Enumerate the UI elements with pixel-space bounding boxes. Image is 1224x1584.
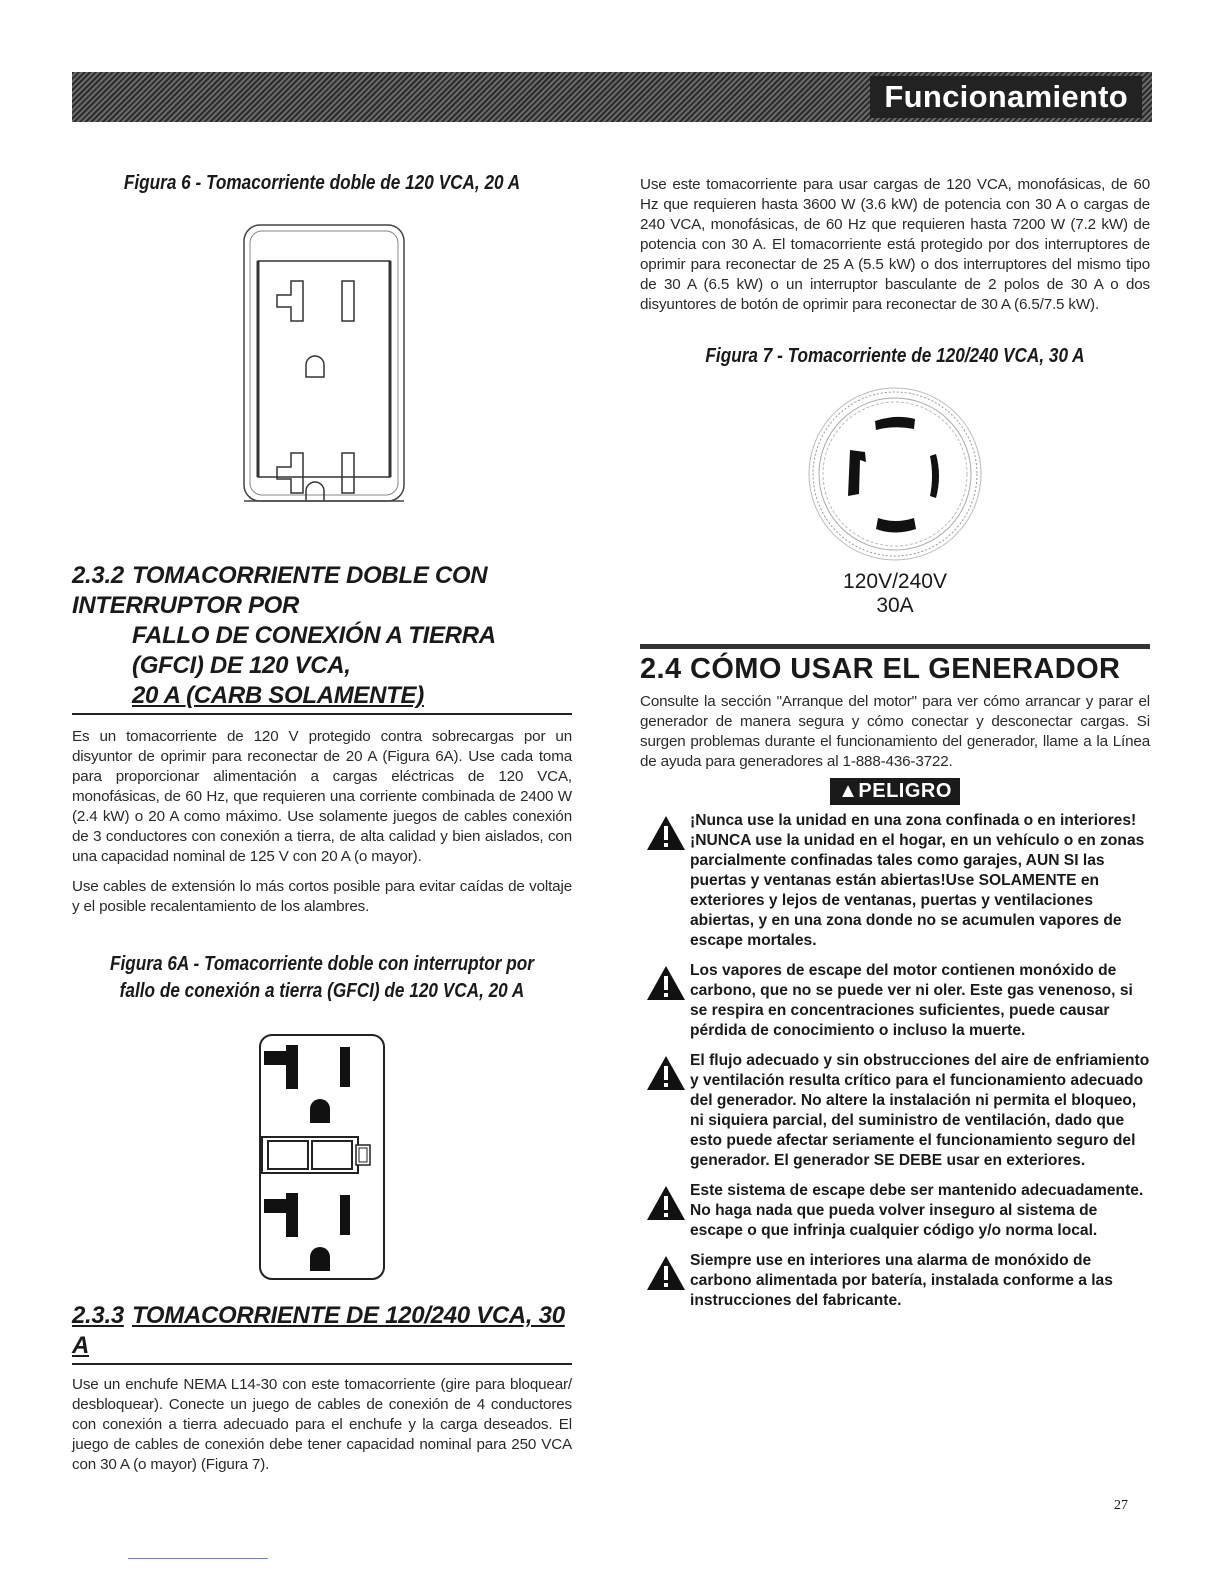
figure-6a-caption-line-1: Figura 6A - Tomacorriente doble con interruptor por bbox=[110, 953, 534, 975]
warning-item bbox=[640, 1051, 1150, 1171]
heading-line-1: TOMACORRIENTE DOBLE CON INTERRUPTOR POR bbox=[72, 562, 488, 619]
left-column bbox=[72, 170, 572, 1475]
figure-6a-caption-line-2: fallo de conexión a tierra (GFCI) de 120 VCA, 20 A bbox=[119, 980, 525, 1002]
figure-6a-gfci-outlet bbox=[72, 1031, 572, 1287]
footer-rule bbox=[128, 1558, 268, 1559]
page-number: 27 bbox=[1114, 1498, 1128, 1513]
section-2-3-2-para-2: Use cables de extensión lo más cortos posible para evitar caídas de voltaje y el posible recalentamiento de los alambres. bbox=[72, 878, 572, 915]
section-2-3-3 bbox=[72, 1301, 572, 1475]
voltage-label: 120V/240V bbox=[843, 570, 947, 593]
figure-6-duplex-outlet bbox=[72, 217, 572, 517]
danger-signal bbox=[640, 778, 1150, 805]
section-2-4-heading: 2.4 CÓMO USAR EL GENERADOR bbox=[640, 644, 1150, 686]
section-2-3-3-para: Use un enchufe NEMA L14-30 con este tomacorriente (gire para bloquear/ desbloquear). Conecte un juego de cables de conexión de 4 conductores con conexión a tierra adecuado para el enchufe y la carga deseados. El juego de cables de conexión debe tener capacidad nominal para 250 VCA con 30 A (o mayor) (Figura 7). bbox=[72, 1376, 572, 1473]
section-2-3-2-heading bbox=[72, 561, 572, 715]
warning-triangle-icon bbox=[646, 1185, 686, 1221]
figure-7-twistlock-outlet bbox=[640, 384, 1150, 564]
warning-triangle-icon bbox=[646, 1055, 686, 1091]
warning-triangle-icon bbox=[646, 965, 686, 1001]
warning-item bbox=[640, 1251, 1150, 1311]
figure-7-labels bbox=[640, 570, 1150, 618]
warning-text: Este sistema de escape debe ser mantenido adecuadamente. No haga nada que pueda volver inseguro al sistema de escape o que infrinja cualquier código y/o norma local. bbox=[690, 1182, 1144, 1239]
warning-triangle-icon: ▲ bbox=[838, 780, 859, 802]
header-band bbox=[72, 72, 1152, 122]
warning-item bbox=[640, 1181, 1150, 1241]
section-2-3-2-para-1: Es un tomacorriente de 120 V protegido contra sobrecargas por un disyuntor de oprimir para reconectar de 20 A (Figura 6A). Use cada toma para proporcionar alimentación a cargas eléctricas de 120 VCA, monofásicas, de 60 Hz, que requieren una corriente combinada de 2400 W (2.4 kW) o 20 A como máximo. Use solamente juegos de cables conexión de 3 conductores con conexión a tierra, de alta calidad y bien aislados, con una capacidad nominal de 125 V con 20 A (o mayor). bbox=[72, 728, 572, 865]
amperage-label: 30A bbox=[876, 594, 914, 617]
heading-title: TOMACORRIENTE DE 120/240 VCA, 30 A bbox=[72, 1302, 565, 1359]
figure-6-caption: Figura 6 - Tomacorriente doble de 120 VCA, 20 A bbox=[123, 172, 521, 194]
intro-paragraph: Use este tomacorriente para usar cargas de 120 VCA, monofásicas, de 60 Hz que requieren hasta 3600 W (3.6 kW) de potencia con 30 A o cargas de 240 VCA, monofásicas, de 60 Hz que requieren hasta 7200 W (7.2 kW) de potencia con 30 A. El tomacorriente está protegido por dos interruptores de oprimir para reconectar de 25 A (5.5 kW) o dos interruptores del mismo tipo de 30 A (6.5 kW) o un interruptor basculante de 2 polos de 30 A o dos disyuntores de botón de oprimir para reconectar de 30 A (6.5/7.5 kW). bbox=[640, 176, 1150, 313]
right-column bbox=[640, 175, 1150, 1321]
danger-label: PELIGRO bbox=[858, 780, 952, 802]
section-number: 2.3.2 bbox=[72, 562, 124, 589]
section-2-4 bbox=[640, 644, 1150, 772]
heading-line-2: FALLO DE CONEXIÓN A TIERRA (GFCI) DE 120 VCA, bbox=[132, 622, 495, 679]
section-number: 2.3.3 bbox=[72, 1302, 124, 1329]
danger-badge bbox=[830, 778, 960, 805]
warnings-list bbox=[640, 811, 1150, 1311]
warning-text: ¡Nunca use la unidad en una zona confinada o en interiores! ¡NUNCA use la unidad en el hogar, en un vehículo o en zonas parcialmente confinadas tales como garajes, AUN SI las puertas y ventanas están abiertas!Use SOLAMENTE en exteriores y lejos de ventanas, puertas y ventilaciones abiertas, y en una zona donde no se acumulen vapores de escape mortales. bbox=[690, 812, 1145, 949]
figure-7-caption: Figura 7 - Tomacorriente de 120/240 VCA, 30 A bbox=[705, 345, 1085, 367]
section-2-3-3-heading bbox=[72, 1301, 572, 1365]
warning-item bbox=[640, 811, 1150, 951]
page-section-title: Funcionamiento bbox=[870, 76, 1142, 118]
section-2-4-para: Consulte la sección "Arranque del motor" para ver cómo arrancar y parar el generador de manera segura y cómo conectar y desconectar cargas. Si surgen problemas durante el funcionamiento del generador, llame a la Línea de ayuda para generadores al 1-888-436-3722. bbox=[640, 693, 1150, 770]
heading-line-3: 20 A (CARB SOLAMENTE) bbox=[132, 682, 424, 709]
warning-triangle-icon bbox=[646, 815, 686, 851]
warning-triangle-icon bbox=[646, 1255, 686, 1291]
warning-text: Siempre use en interiores una alarma de monóxido de carbono alimentada por batería, instalada conforme a las instrucciones del fabricante. bbox=[690, 1252, 1113, 1309]
section-2-3-2 bbox=[72, 561, 572, 917]
figure-6a-caption bbox=[107, 951, 537, 1005]
warning-text: El flujo adecuado y sin obstrucciones del aire de enfriamiento y ventilación resulta crítico para el funcionamiento adecuado del generador. No altere la instalación ni permita el bloqueo, ni siquiera parcial, del suministro de ventilación, dado que esto puede afectar seriamente el funcionamiento seguro del generador. El generador SE DEBE usar en exteriores. bbox=[690, 1052, 1150, 1169]
warning-text: Los vapores de escape del motor contienen monóxido de carbono, que no se puede ver ni oler. Este gas venenoso, si se respira en concentraciones suficientes, puede causar pérdida de conocimiento o incluso la muerte. bbox=[690, 962, 1133, 1039]
warning-item bbox=[640, 961, 1150, 1041]
